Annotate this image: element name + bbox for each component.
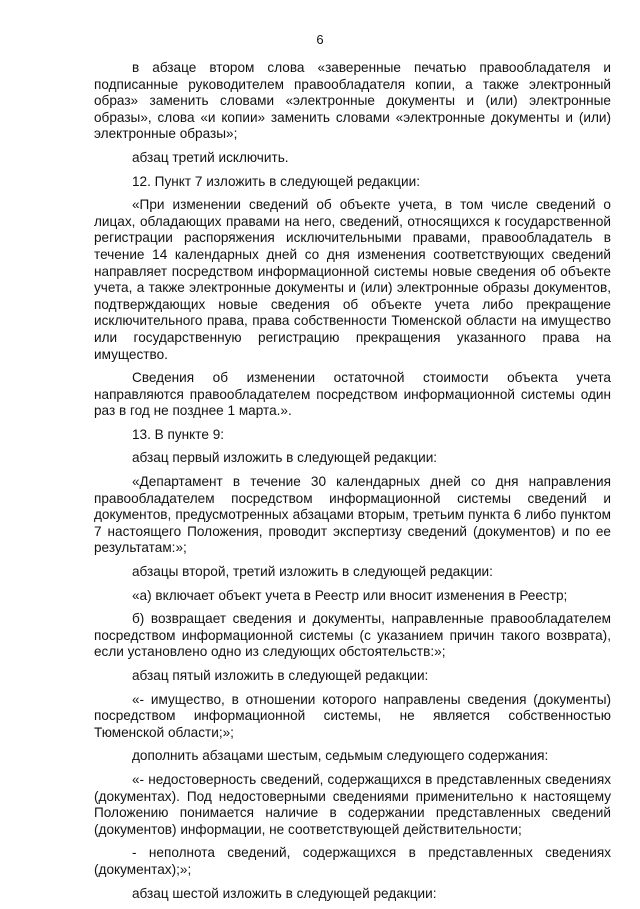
paragraph: «При изменении сведений об объекте учета, в том числе сведений о лицах, обладающих правами на него, сведений, относящихся к государственной регистрации распоряжения исключительными правами, правообладатель в течение 14 календарных дней со дня изменения соответствующих сведений направляет посредством информационной системы новые сведения об объекте учета, а также электронные документы и (или) электронные образы документов, подтверждающих новые сведения об объекте учета либо прекращение исключительного права, права собственности Тюменской области на имущество или государственную регистрацию прекращения указанного права на имущество. [94,197,611,362]
paragraph: абзац шестой изложить в следующей редакции: [132,885,437,901]
document-body [94,60,611,909]
paragraph: «Департамент в течение 30 календарных дней со дня направления правообладателем посредством информационной системы сведений и документов, предусмотренных абзацами вторым, третьим пункта 6 либо пунктом 7 настоящего Положения, проводит экспертизу сведений (документов) и по ее результатам:»; [94,474,611,556]
paragraph: - неполнота сведений, содержащихся в представленных сведениях (документах);»; [94,845,611,877]
paragraph: в абзаце втором слова «заверенные печатью правообладателя и подписанные руководителем правообладателя копии, а также электронный образ» заменить словами «электронные документы и (или) электронные образы», слова «и копии» заменить словами «электронные документы и (или) электронные образы»; [94,60,611,142]
paragraph: абзац пятый изложить в следующей редакции: [132,668,429,683]
paragraph: 12. Пункт 7 изложить в следующей редакции: [132,173,421,189]
paragraph: абзацы второй, третий изложить в следующей редакции: [132,564,493,580]
paragraph: «- недостоверность сведений, содержащихся в представленных сведениях (документах). Под недостоверными сведениями применительно к настоящему Положению понимается наличие в содержании представленных сведений (документов) информации, не соответствующей действительности; [94,771,611,837]
paragraph: дополнить абзацами шестым, седьмым следующего содержания: [132,748,549,764]
paragraph: б) возвращает сведения и документы, направленные правообладателем посредством информационной системы (с указанием причин такого возврата), если установлено одно из следующих обстоятельств:»; [94,611,611,660]
paragraph: абзац третий исключить. [132,149,289,165]
paragraph: абзац первый изложить в следующей редакции: [132,450,438,466]
paragraph: 13. В пункте 9: [132,426,225,442]
paragraph: «- имущество, в отношении которого направлены сведения (документы) посредством информационной системы, не является собственностью Тюменской области;»; [94,691,611,740]
page-number: 6 [316,32,324,47]
paragraph: Сведения об изменении остаточной стоимости объекта учета направляются правообладателем посредством информационной системы один раз в год не позднее 1 марта.». [94,370,611,419]
paragraph: «а) включает объект учета в Реестр или вносит изменения в Реестр; [132,587,568,603]
